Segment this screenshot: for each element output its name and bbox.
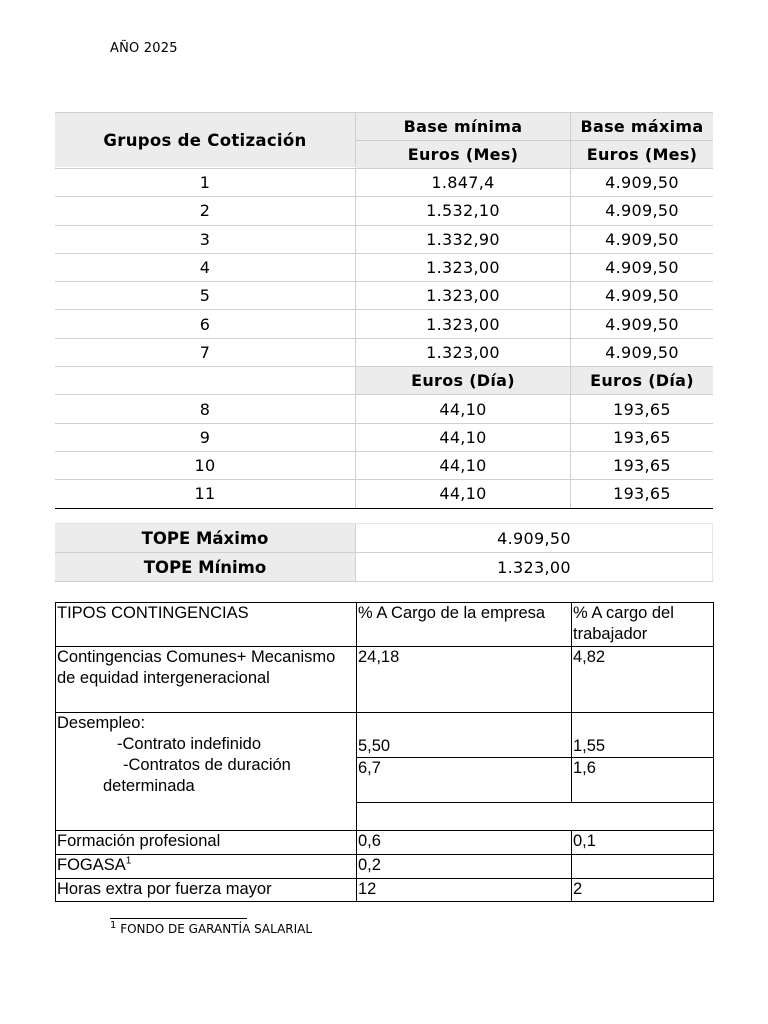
cell-max: 193,65 (613, 427, 671, 447)
footnote-number: 1 (110, 920, 117, 931)
cell-max: 4.909,50 (605, 201, 679, 221)
table-row (55, 254, 713, 282)
cell-comunes-empresa: 24,18 (357, 647, 572, 713)
table-row (55, 169, 713, 197)
cell-max: 193,65 (613, 456, 671, 476)
cell-max: 4.909,50 (605, 229, 679, 249)
cell-max: 4.909,50 (605, 286, 679, 306)
table-row (56, 647, 714, 713)
header-unit-max-day: Euros (Día) (571, 367, 713, 394)
header-tipos: TIPOS CONTINGENCIAS (56, 603, 357, 647)
tope-maximo-value: 4.909,50 (356, 524, 713, 552)
cell-min: 44,10 (356, 452, 571, 479)
header-grupos: Grupos de Cotización (55, 113, 356, 167)
table-row (56, 713, 714, 758)
cell-duracion-empresa: 6,7 (357, 758, 572, 803)
cell-fogasa-label: FOGASA$^1$ (56, 855, 357, 879)
cell-group: 1 (55, 169, 356, 196)
cell-max: 4.909,50 (605, 258, 679, 278)
topes-table (55, 523, 713, 582)
table-row (56, 855, 714, 879)
header-empresa: % A Cargo de la empresa (357, 603, 572, 647)
header-unit-min-month: Euros (Mes) (356, 141, 571, 168)
tope-maximo-label: TOPE Máximo (55, 524, 356, 552)
cell-desempleo-label (56, 713, 357, 831)
cell-formacion-empresa: 0,6 (357, 831, 572, 855)
table-row (55, 395, 713, 423)
cell-min: 1.332,90 (356, 226, 571, 253)
cell-group: 7 (55, 339, 356, 366)
cell-max: 4.909,50 (605, 314, 679, 334)
cell-indefinido-empresa: 5,50 (357, 713, 572, 758)
footnote-text: FONDO DE GARANTÍA SALARIAL (116, 922, 313, 936)
cell-max: 4.909,50 (605, 342, 679, 362)
table-row (55, 480, 713, 508)
cell-min: 1.323,00 (356, 310, 571, 337)
cell-group: 9 (55, 424, 356, 451)
table-header (55, 112, 713, 169)
cell-indefinido-trabajador: 1,55 (572, 713, 714, 758)
cell-min: 44,10 (356, 424, 571, 451)
indefinido-label: -Contrato indefinido (117, 735, 262, 753)
table-row (55, 310, 713, 338)
cell-min: 1.532,10 (356, 197, 571, 224)
cell-formacion-trabajador: 0,1 (572, 831, 714, 855)
cell-horas-trabajador: 2 (572, 879, 714, 902)
table-row (55, 282, 713, 310)
table-row (55, 424, 713, 452)
cell-fogasa-empresa: 0,2 (357, 855, 572, 879)
header-base-minima: Base mínima (356, 113, 571, 140)
table-row (56, 879, 714, 902)
duracion-label: -Contratos de duración (123, 756, 291, 774)
cell-max: 193,65 (613, 484, 671, 504)
cell-comunes-label: Contingencias Comunes+ Mecanismo de equidad intergeneracional (56, 647, 357, 713)
footnote-mark: 1 (125, 855, 132, 867)
cell-group: 4 (55, 254, 356, 281)
unit-day-row (55, 367, 713, 395)
cell-group: 11 (55, 480, 356, 507)
cell-max: 4.909,50 (605, 173, 679, 193)
cell-formacion-label: Formación profesional (56, 831, 357, 855)
cell-group: 3 (55, 226, 356, 253)
cell-min: 44,10 (356, 480, 571, 507)
cell-group: 5 (55, 282, 356, 309)
cell-min: 1.323,00 (356, 339, 571, 366)
cell-horas-empresa: 12 (357, 879, 572, 902)
cell-group: 6 (55, 310, 356, 337)
cell-fogasa-trabajador (572, 855, 714, 879)
cell-duracion-trabajador: 1,6 (572, 758, 714, 803)
header-base-maxima: Base máxima (571, 113, 713, 140)
tope-minimo-label: TOPE Mínimo (55, 553, 356, 581)
table-row (55, 523, 713, 553)
header-unit-max-month: Euros (Mes) (571, 141, 713, 168)
table-row (55, 339, 713, 367)
cell-horas-label: Horas extra por fuerza mayor (56, 879, 357, 902)
bases-cotizacion-table (55, 112, 713, 509)
tope-minimo-value: 1.323,00 (356, 553, 713, 581)
cell-min: 1.847,4 (356, 169, 571, 196)
duracion-label-2: determinada (103, 777, 195, 795)
contingencias-table (55, 602, 714, 902)
table-row (55, 226, 713, 254)
cell-group: 10 (55, 452, 356, 479)
footnote (110, 922, 312, 936)
cell-group: 8 (55, 395, 356, 422)
cell-comunes-trabajador: 4,82 (572, 647, 714, 713)
cell-min: 1.323,00 (356, 254, 571, 281)
year-label: AÑO 2025 (110, 41, 178, 56)
table-row (55, 452, 713, 480)
cell-min: 1.323,00 (356, 282, 571, 309)
desempleo-title: Desempleo: (57, 714, 146, 732)
cell-max: 193,65 (613, 399, 671, 419)
cell-min: 44,10 (356, 395, 571, 422)
footnote-divider (110, 918, 247, 919)
cell-group: 2 (55, 197, 356, 224)
table-row (55, 553, 713, 582)
header-unit-min-day: Euros (Día) (356, 367, 571, 394)
header-trabajador: % A cargo del trabajador (572, 603, 714, 647)
table-row (55, 197, 713, 225)
table-header-row (56, 603, 714, 647)
table-row (56, 831, 714, 855)
